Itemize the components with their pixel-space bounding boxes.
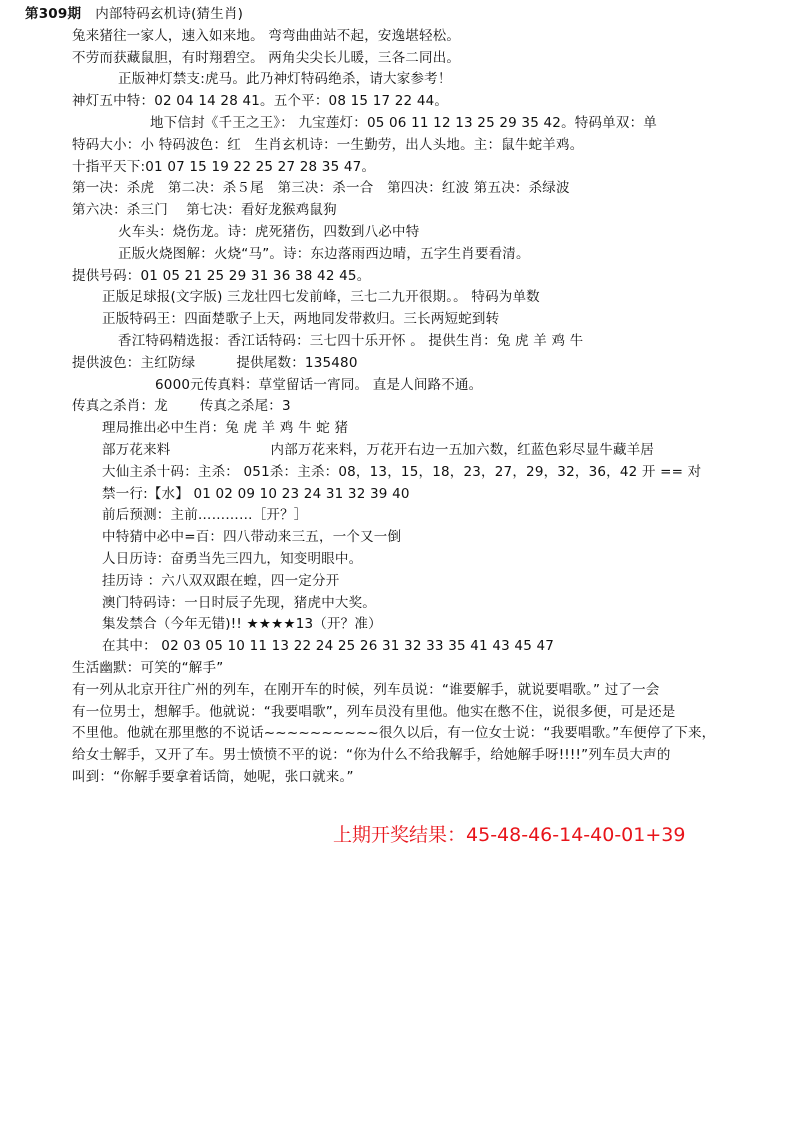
text-line: 神灯五中特：02 04 14 28 41。五个平：08 15 17 22 44。 — [72, 93, 449, 110]
text-line: 传真之杀肖：龙 传真之杀尾：3 — [72, 398, 291, 415]
text-line: 中特猜中必中=百：四八带动来三五，一个又一倒 — [102, 529, 402, 546]
text-line: 正版火烧图解：火烧“马”。诗：东边落雨西边晴，五字生肖要看清。 — [118, 245, 530, 262]
text-line: 香江特码精选报：香江话特码：三七四十乐开怀 。 提供生肖：兔 虎 羊 鸡 牛 — [118, 332, 584, 349]
text-line: 理局推出必中生肖：兔 虎 羊 鸡 牛 蛇 猪 — [102, 420, 349, 437]
joke-line: 不里他。他就在那里憋的不说话~~~~~~~~~~很久以后，有一位女士说：“我要唱歌。”车便停了下来， — [72, 725, 716, 742]
text-line — [0, 440, 793, 462]
poem-line: 兔来猪往一家人，速入如来地。 弯弯曲曲站不起，安逸堪轻松。 — [72, 27, 461, 44]
result-numbers: 45-48-46-14-40-01+39 — [466, 824, 686, 846]
header-line — [0, 4, 793, 26]
text-line: 提供波色：主红防绿 提供尾数：135480 — [72, 354, 358, 371]
text-line: 挂历诗 ：六八双双跟在蝗，四一定分开 — [102, 572, 340, 589]
text-line: 火车头：烧伤龙。诗：虎死猪伤，四数到八必中特 — [118, 223, 420, 240]
wanhua-label: 部万花来料 — [102, 441, 171, 458]
text-line: 正版足球报(文字版) 三龙壮四七发前峰，三七二九开很期。。 特码为单数 — [102, 289, 540, 306]
joke-line: 给女士解手，又开了车。男士愤愤不平的说：“你为什么不给我解手，给她解手呀!!!!”列车员大声的 — [72, 747, 671, 764]
issue-number: 第309期 — [25, 6, 82, 22]
joke-line: 叫到：“你解手要拿着话筒，她呢，张口就来。” — [72, 768, 354, 785]
wanhua-text: 内部万花来料，万花开右边一五加六数，红蓝色彩尽显牛藏羊居 — [270, 441, 655, 458]
text-line: 澳门特码诗：一日时辰子先现，猪虎中大奖。 — [102, 594, 376, 611]
text-line: 人日历诗：奋勇当先三四九，知变明眼中。 — [102, 550, 363, 567]
joke-line: 有一列从北京开往广州的列车，在刚开车的时候，列车员说：“谁要解手，就说要唱歌。” 过了一会 — [72, 681, 660, 698]
text-line: 前后预测：主前…………［开？］ — [102, 507, 308, 524]
text-line: 正版特码王：四面楚歌子上天，两地同发带救归。三长两短蛇到转 — [102, 311, 500, 328]
joke-line: 有一位男士，想解手。他就说：“我要唱歌”，列车员没有里他。他实在憋不住，说很多便，可是还是 — [72, 703, 676, 720]
text-line: 禁一行:【水】 01 02 09 10 23 24 31 32 39 40 — [102, 485, 410, 502]
document — [0, 4, 793, 789]
poem-line: 不劳而获藏鼠胆，有时翔碧空。 两角尖尖长儿暖，三各二同出。 — [72, 49, 461, 66]
joke-title: 生活幽默：可笑的“解手” — [72, 659, 224, 676]
text-line: 第六决：杀三门 第七决：看好龙猴鸡鼠狗 — [72, 202, 337, 219]
text-line: 提供号码：01 05 21 25 29 31 36 38 42 45。 — [72, 267, 371, 284]
text-line: 集发禁合（今年无错)!! ★★★★13（开？准） — [102, 616, 382, 633]
text-line: 第一决：杀虎 第二决：杀５尾 第三决：杀一合 第四决：红波 第五决：杀绿波 — [72, 180, 570, 197]
text-line: 地下信封《千王之王》： 九宝莲灯：05 06 11 12 13 25 29 35 42。特码单双：单 — [150, 114, 657, 131]
text-line: 特码大小：小 特码波色：红 生肖玄机诗：一生勤劳，出人头地。主：鼠牛蛇羊鸡。 — [72, 136, 584, 153]
text-line: 大仙主杀十码：主杀： 051杀：主杀：08，13，15，18，23，27，29，32，36，42 开 == 对 — [102, 463, 702, 480]
header-title: 内部特码玄机诗(猜生肖) — [95, 6, 244, 22]
text-line: 6000元传真料：草堂留话一宵同。 直是人间路不通。 — [155, 376, 483, 393]
text-line: 正版神灯禁支:虎马。此乃神灯特码绝杀，请大家参考！ — [118, 71, 452, 88]
text-line: 在其中： 02 03 05 10 11 13 22 24 25 26 31 32 33 35 41 43 45 47 — [102, 638, 555, 655]
result-label: 上期开奖结果： — [333, 824, 467, 846]
previous-result — [333, 820, 685, 847]
text-line: 十指平天下:01 07 15 19 22 25 27 28 35 47。 — [72, 158, 376, 175]
